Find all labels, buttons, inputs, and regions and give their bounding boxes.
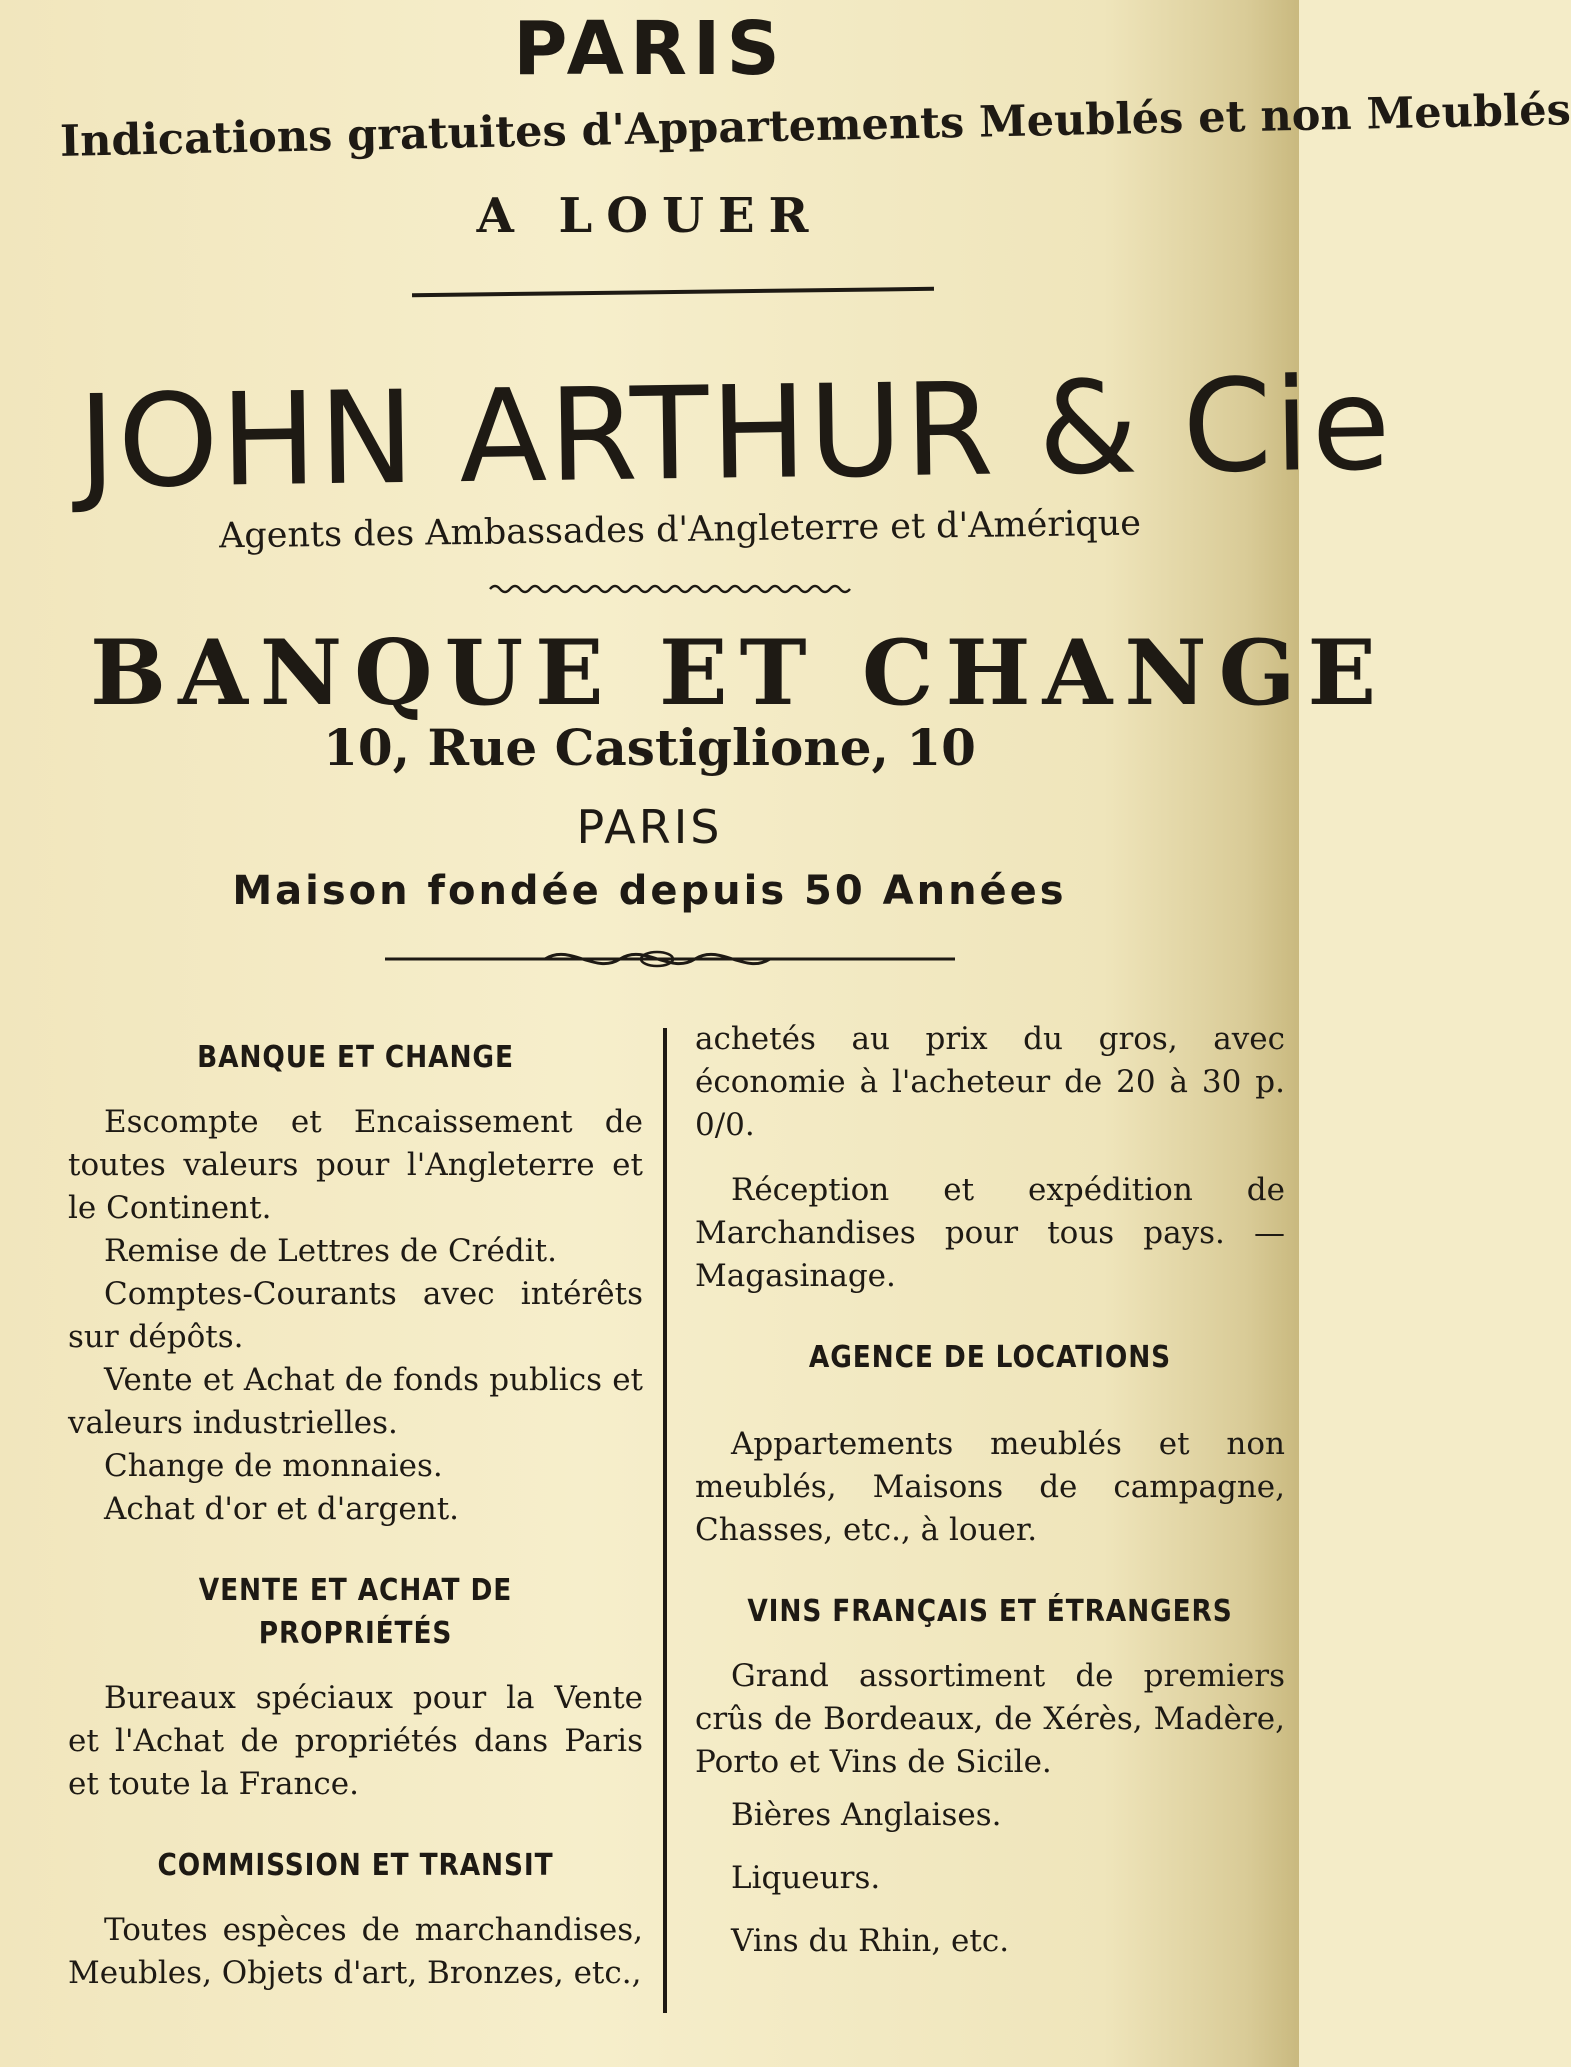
wavy-rule	[490, 580, 850, 598]
section-heading-locations: AGENCE DE LOCATIONS	[808, 1340, 1172, 1375]
text-escompte: Escompte et Encaissement de toutes valeurs pour l'Angleterre et le Continent.	[68, 1104, 643, 1226]
header-indications: Indications gratuites d'Appartements Meublés et non Meublés	[59, 85, 1571, 167]
bank-title: BANQUE ET CHANGE	[90, 620, 1389, 726]
section-heading-bank: BANQUE ET CHANGE	[197, 1040, 514, 1075]
text-locations: Appartements meublés et non meublés, Maisons de campagne, Chasses, etc., à louer.	[695, 1426, 1285, 1548]
text-properties: Bureaux spéciaux pour la Vente et l'Achat de propriétés dans Paris et toute la France.	[68, 1680, 643, 1802]
text-vente-fonds: Vente et Achat de fonds publics et valeurs industrielles.	[68, 1362, 643, 1441]
text-remise: Remise de Lettres de Crédit.	[104, 1233, 557, 1269]
text-continuation: achetés au prix du gros, avec économie à l'acheteur de 20 à 30 p. 0/0.	[695, 1021, 1285, 1143]
text-rhine-wines: Vins du Rhin, etc.	[731, 1923, 1010, 1959]
column-divider	[663, 1028, 667, 2013]
text-commission: Toutes espèces de marchandises, Meubles, Objets d'art, Bronzes, etc.,	[68, 1912, 643, 1991]
text-beers: Bières Anglaises.	[731, 1797, 1002, 1833]
header-a-louer: A LOUER	[476, 188, 823, 244]
flourish-rule	[385, 944, 955, 974]
text-liqueurs: Liqueurs.	[731, 1860, 881, 1896]
company-founded: Maison fondée depuis 50 Années	[232, 868, 1067, 914]
section-heading-properties: VENTE ET ACHAT DE PROPRIÉTÉS	[198, 1573, 513, 1651]
left-column	[68, 1020, 643, 1995]
header-rule	[412, 287, 934, 297]
company-name: JOHN ARTHUR & Cie	[77, 350, 1394, 518]
header-city: PARIS	[513, 6, 786, 92]
text-comptes: Comptes-Courants avec intérêts sur dépôts.	[68, 1276, 643, 1355]
text-reception: Réception et expédition de Marchandises pour tous pays. — Magasinage.	[695, 1172, 1285, 1294]
right-column	[695, 1018, 1285, 1963]
section-heading-commission: COMMISSION ET TRANSIT	[157, 1848, 554, 1883]
text-change: Change de monnaies.	[104, 1448, 443, 1484]
text-achat-or: Achat d'or et d'argent.	[104, 1491, 460, 1527]
company-address: 10, Rue Castiglione, 10	[323, 718, 976, 777]
company-agents: Agents des Ambassades d'Angleterre et d'Amérique	[218, 503, 1142, 557]
section-heading-wines: VINS FRANÇAIS ET ÉTRANGERS	[747, 1594, 1233, 1629]
company-city: PARIS	[576, 800, 723, 854]
text-wines: Grand assortiment de premiers crûs de Bordeaux, de Xérès, Madère, Porto et Vins de Sicile.	[695, 1658, 1285, 1780]
